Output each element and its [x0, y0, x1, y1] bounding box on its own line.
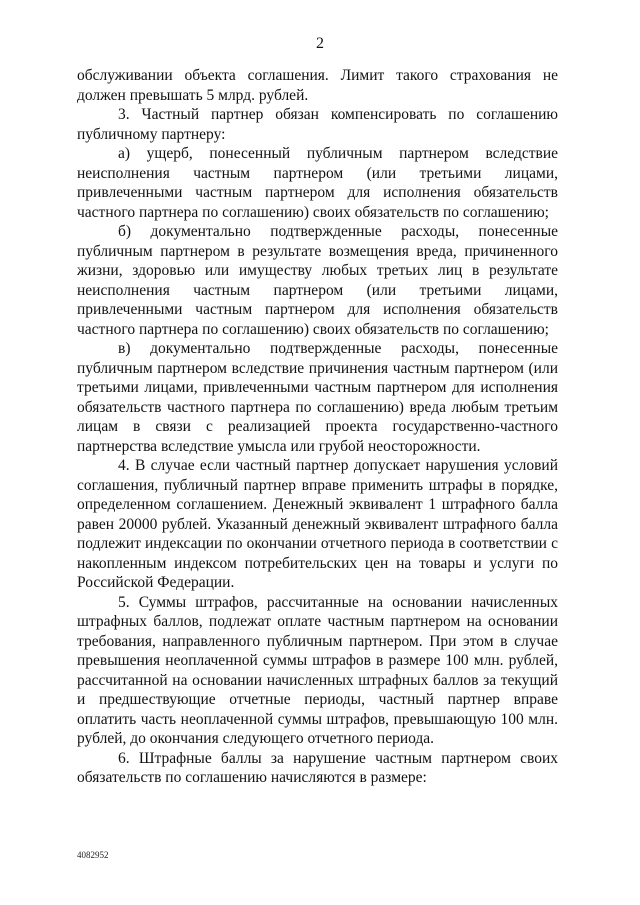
paragraph-item-6: 6. Штрафные баллы за нарушение частным партнером своих обязательств по соглашению начисляются в размере:: [77, 749, 558, 786]
paragraph-subitem-b: б) документально подтвержденные расходы, понесенные публичным партнером в результате возмещения вреда, причиненного жизни, здоровью или имуществу любых третьих лиц в результате неисполнения частным партнером (или третьими лицами, привлеченными частным партнером для исполнения обязательств частного партнера по соглашению) своих обязательств по соглашению;: [77, 223, 558, 338]
footer-document-code: 4082952: [77, 850, 109, 860]
paragraph-subitem-a: а) ущерб, понесенный публичным партнером вследствие неисполнения частным партнером (или третьими лицами, привлеченными частным партнером для исполнения обязательств частного партнера по соглашению) своих обязательств по соглашению;: [77, 145, 558, 221]
paragraph-item-5: 5. Суммы штрафов, рассчитанные на основании начисленных штрафных баллов, подлежат оплате частным партнером на основании требования, направленного публичным партнером. При этом в случае превышения неоплаченной суммы штрафов в размере 100 млн. рублей, рассчитанной на основании начисленных штрафных баллов за текущий и предшествующие отчетные периоды, частный партнер вправе оплатить часть неоплаченной суммы штрафов, превышающую 100 млн. рублей, до окончания следующего отчетного периода.: [77, 593, 558, 747]
paragraph-continuation: обслуживании объекта соглашения. Лимит такого страхования не должен превышать 5 млрд. рублей.: [77, 67, 558, 104]
page-number: 2: [316, 35, 324, 52]
paragraph-item-4: 4. В случае если частный партнер допускает нарушения условий соглашения, публичный партнер вправе применить штрафы в порядке, определенном соглашением. Денежный эквивалент 1 штрафного балла равен 20000 рублей. Указанный денежный эквивалент штрафного балла подлежит индексации по окончании отчетного периода в соответствии с накопленным индексом потребительских цен на товары и услуги по Российской Федерации.: [77, 457, 558, 591]
document-body: [77, 66, 558, 788]
paragraph-item-3: 3. Частный партнер обязан компенсировать по соглашению публичному партнеру:: [77, 106, 558, 143]
paragraph-subitem-v: в) документально подтвержденные расходы, понесенные публичным партнером вследствие причинения частным партнером (или третьими лицами, привлеченными частным партнером для исполнения обязательств частного партнера по соглашению) вреда любым третьим лицам в связи с реализацией проекта государственно-частного партнерства вследствие умысла или грубой неосторожности.: [77, 340, 558, 455]
